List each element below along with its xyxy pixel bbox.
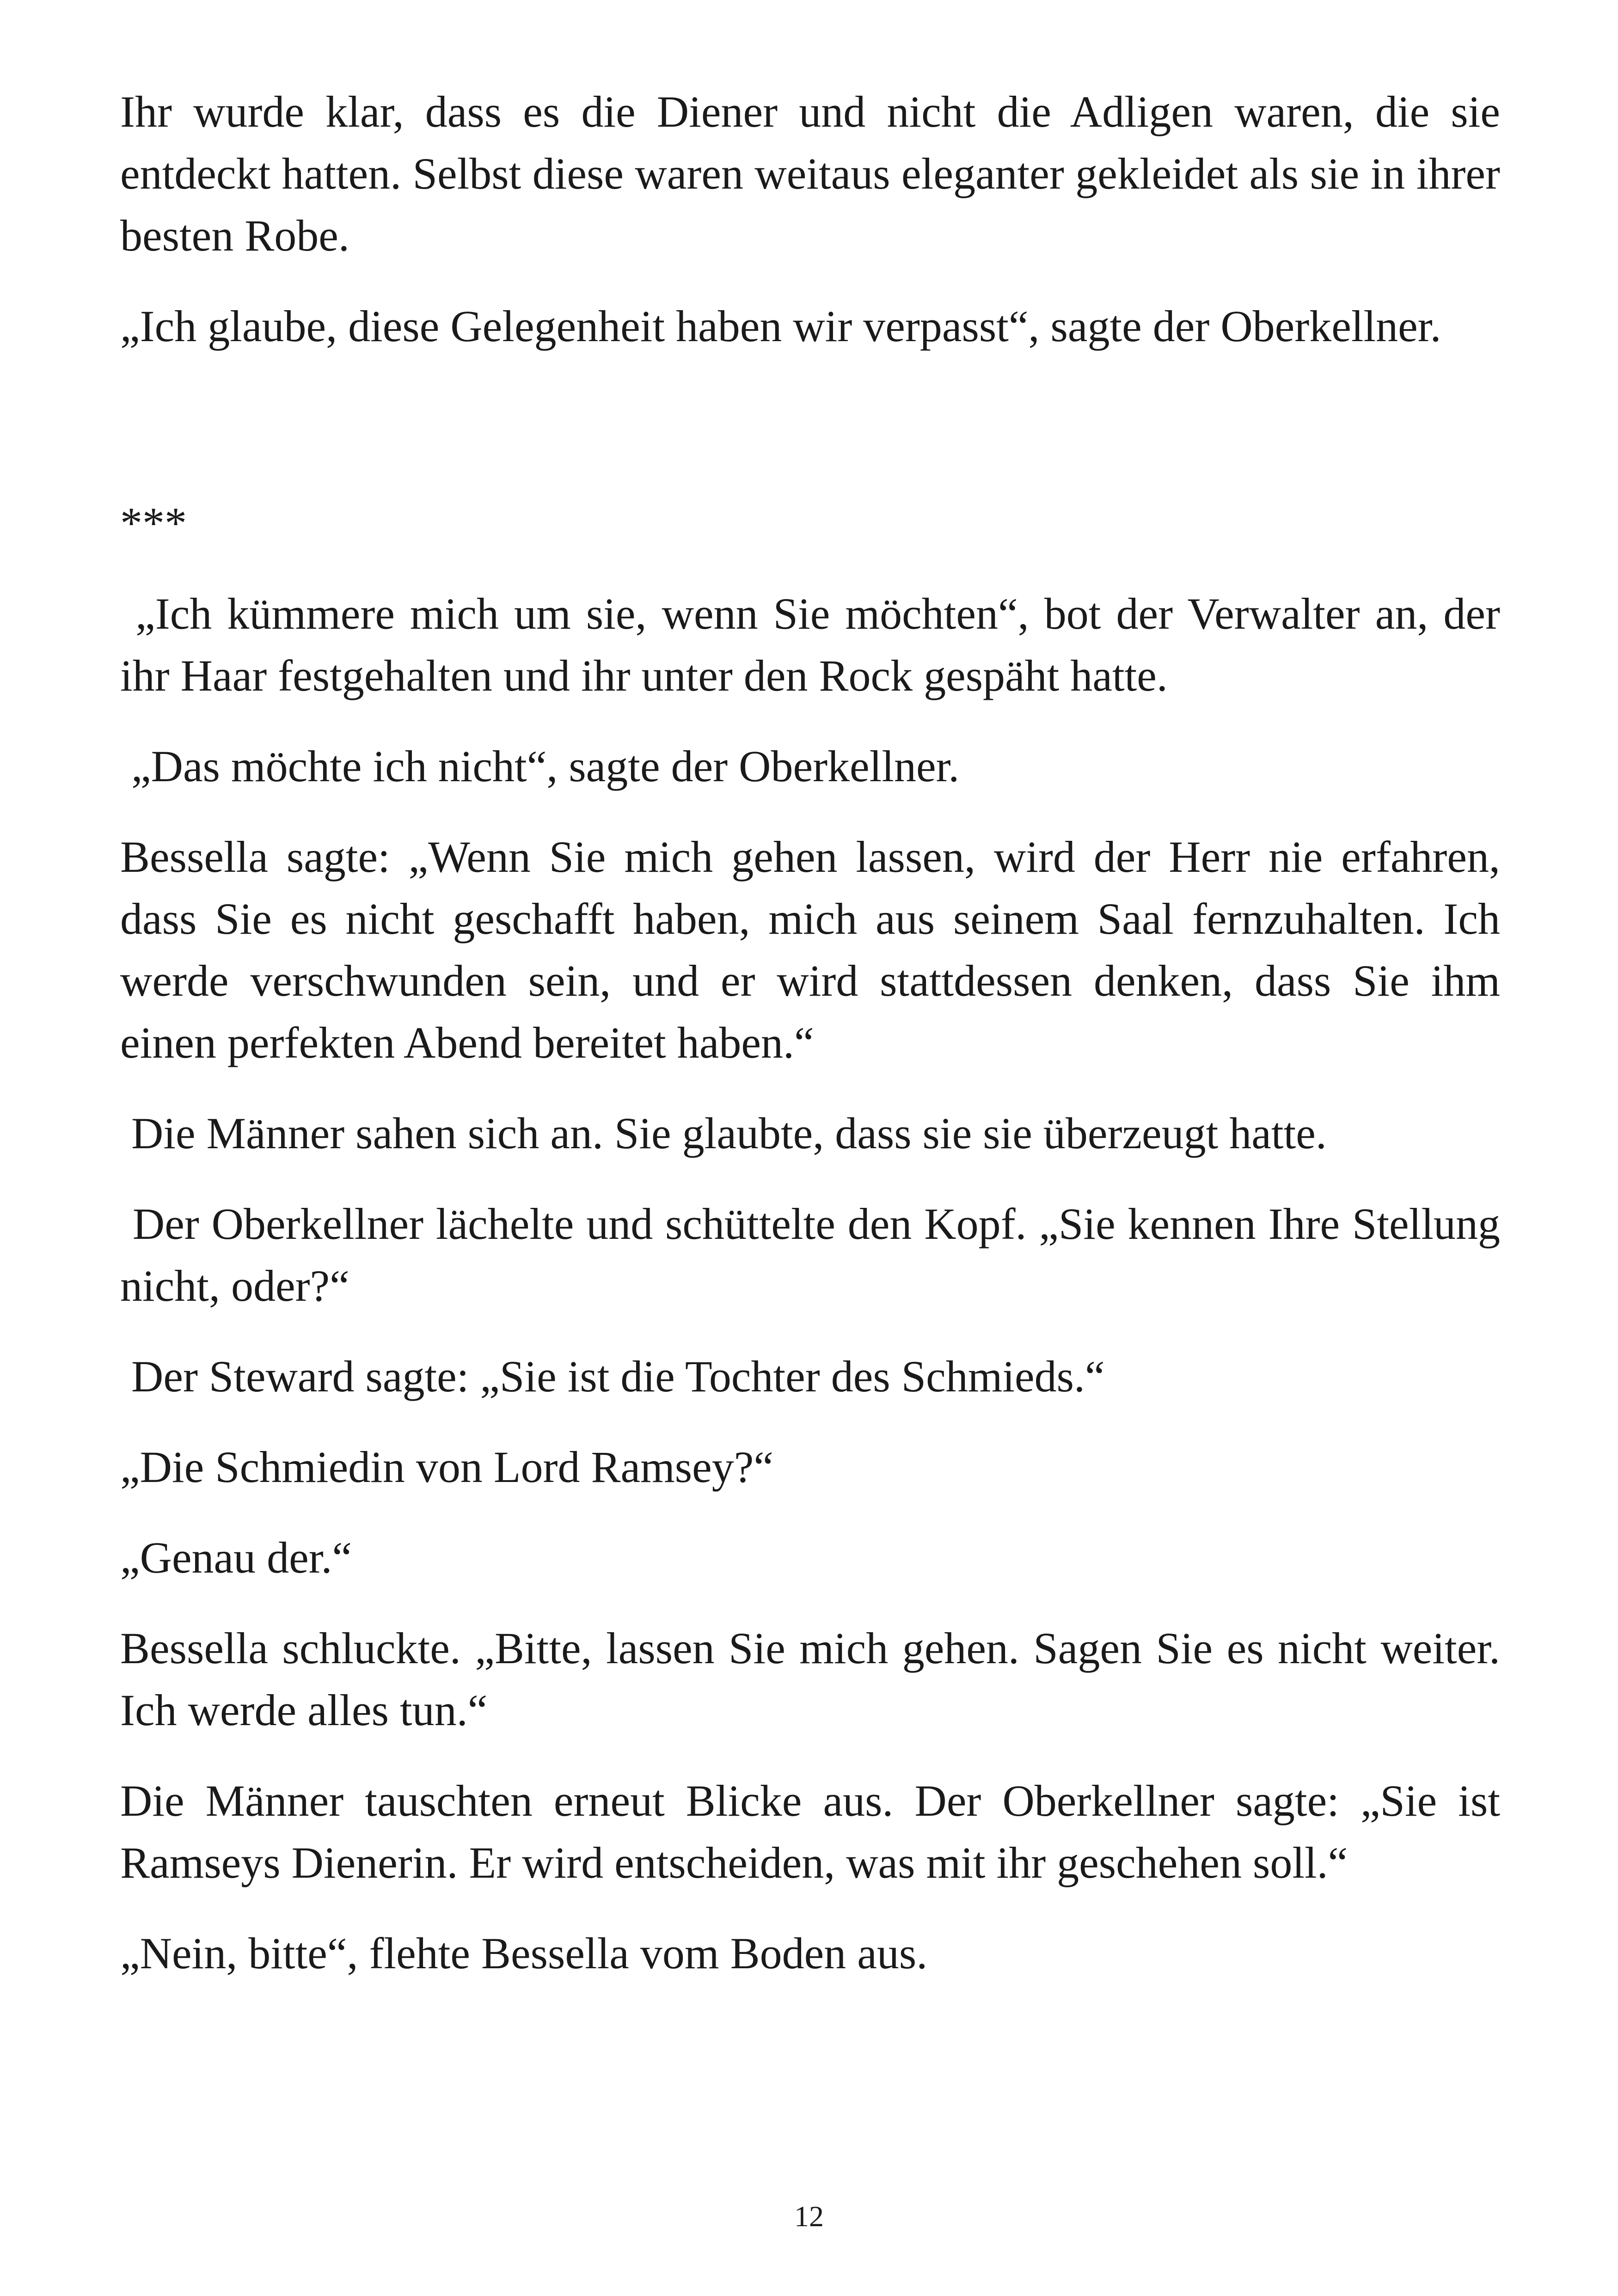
paragraph: Bessella schluckte. „Bitte, lassen Sie mich gehen. Sagen Sie es nicht weiter. Ich werde alles tun.“: [120, 1623, 1511, 1735]
paragraph: Ihr wurde klar, dass es die Diener und nicht die Adligen waren, die sie entdeckt hatten. Selbst diese waren weitaus eleganter gekleidet als sie in ihrer besten Robe.: [120, 87, 1511, 260]
paragraph: „Ich kümmere mich um sie, wenn Sie möchten“, bot der Verwalter an, der ihr Haar festgehalten und ihr unter den Rock gespäht hatte.: [120, 589, 1512, 700]
paragraph: „Genau der.“: [120, 1533, 352, 1582]
paragraph: „Nein, bitte“, flehte Bessella vom Boden aus.: [120, 1929, 928, 1978]
section-spacer: [120, 386, 1500, 492]
paragraph: Die Männer sahen sich an. Sie glaubte, dass sie sie überzeugt hatte.: [120, 1108, 1327, 1158]
paragraph: „Die Schmiedin von Lord Ramsey?“: [120, 1442, 773, 1492]
paragraph: Der Steward sagte: „Sie ist die Tochter des Schmieds.“: [120, 1352, 1105, 1401]
document-page: [120, 81, 1512, 2013]
scene-break: ***: [120, 498, 187, 548]
paragraph: „Das möchte ich nicht“, sagte der Oberkellner.: [120, 741, 960, 791]
paragraph: Die Männer tauschten erneut Blicke aus. Der Oberkellner sagte: „Sie ist Ramseys Dienerin. Er wird entscheiden, was mit ihr geschehen soll.“: [120, 1776, 1511, 1887]
paragraph: Der Oberkellner lächelte und schüttelte den Kopf. „Sie kennen Ihre Stellung nicht, oder?“: [120, 1199, 1512, 1310]
paragraph: „Ich glaube, diese Gelegenheit haben wir verpasst“, sagte der Oberkellner.: [120, 301, 1441, 351]
page-number: 12: [794, 2200, 824, 2233]
paragraph: Bessella sagte: „Wenn Sie mich gehen lassen, wird der Herr nie erfahren, dass Sie es nicht geschafft haben, mich aus seinem Saal fernzuhalten. Ich werde verschwunden sein, und er wird stattdessen denken, dass Sie ihm einen perfekten Abend bereitet haben.“: [120, 832, 1511, 1067]
